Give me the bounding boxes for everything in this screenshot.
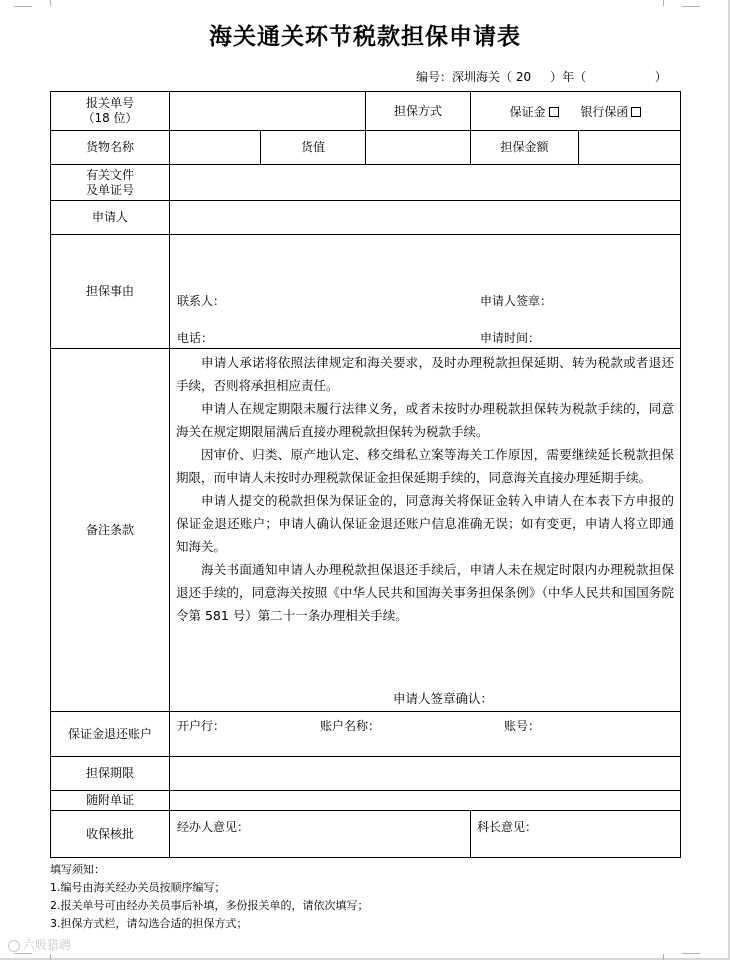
documents-label-line1: 有关文件 xyxy=(85,167,134,182)
crop-mark xyxy=(32,954,51,960)
crop-mark xyxy=(663,954,682,960)
refund-account-field[interactable] xyxy=(170,712,681,757)
handler-opinion-label: 经办人意见： xyxy=(177,820,250,834)
crop-mark xyxy=(32,0,51,6)
crop-mark xyxy=(14,953,32,954)
row-reason xyxy=(51,235,681,349)
apply-time-label: 申请时间： xyxy=(480,331,541,345)
handler-opinion-field[interactable] xyxy=(170,811,471,858)
form-title: 海关通关环节税款担保申请表 xyxy=(209,24,521,50)
row-applicant xyxy=(51,201,681,235)
account-name-label: 账户名称： xyxy=(320,719,381,733)
signature-label: 申请人签章： xyxy=(480,294,553,308)
deposit-option-label: 保证金 xyxy=(509,104,546,119)
remarks-content xyxy=(170,349,681,712)
refund-account-label: 保证金退还账户 xyxy=(51,712,170,757)
remarks-paragraph: 海关书面通知申请人办理税款担保退还手续后，申请人未在规定时限内办理税款担保退还手续的，同意海关按照《中华人民共和国海关事务担保条例》（中华人民共和国国务院令第 581 号）第二十一条办理相关手续。 xyxy=(176,562,674,623)
chief-opinion-label: 科长意见： xyxy=(477,820,538,834)
watermark-logo-icon xyxy=(8,940,20,952)
account-no-label: 账号： xyxy=(504,719,541,733)
attached-docs-field[interactable] xyxy=(170,791,681,811)
chief-opinion-field[interactable] xyxy=(471,811,681,858)
guarantee-amount-field[interactable] xyxy=(579,131,681,165)
crop-mark xyxy=(14,6,32,7)
declaration-no-digits: （18 位） xyxy=(82,111,138,125)
applicant-label: 申请人 xyxy=(51,201,170,235)
instructions-heading: 填写须知： xyxy=(50,863,105,876)
remarks-label: 备注条款 xyxy=(51,349,170,712)
applicant-field[interactable] xyxy=(170,201,681,235)
remarks-paragraph: 申请人承诺将依照法律规定和海关要求，及时办理税款担保延期、转为税款或者退还手续，否则将承担相应责任。 xyxy=(176,355,674,393)
guarantee-method-options xyxy=(471,92,681,131)
guarantee-method-label: 担保方式 xyxy=(366,92,471,131)
goods-name-label: 货物名称 xyxy=(51,131,170,165)
crop-mark xyxy=(663,0,682,6)
documents-label-line2: 及单证号 xyxy=(85,182,134,197)
attached-docs-label: 随附单证 xyxy=(51,791,170,811)
declaration-no-text: 报关单号 xyxy=(85,96,134,110)
bank-guarantee-checkbox[interactable] xyxy=(631,107,641,117)
reason-label: 担保事由 xyxy=(51,235,170,349)
deposit-checkbox[interactable] xyxy=(549,107,559,117)
declaration-no-field[interactable] xyxy=(170,92,366,131)
remarks-paragraph: 因审价、归类、原产地认定、移交缉私立案等海关工作原因，需要继续延长税款担保期限，而申请人未按时办理税款保证金担保延期手续的，同意海关直接办理延期手续。 xyxy=(176,447,674,485)
documents-label xyxy=(51,165,170,201)
goods-value-field[interactable] xyxy=(366,131,471,165)
period-label: 担保期限 xyxy=(51,757,170,791)
row-declaration xyxy=(51,92,681,131)
row-attached xyxy=(51,791,681,811)
documents-field[interactable] xyxy=(170,165,681,201)
row-documents xyxy=(51,165,681,201)
crop-mark xyxy=(682,953,700,954)
row-refund-account xyxy=(51,712,681,757)
goods-name-field[interactable] xyxy=(170,131,261,165)
guarantee-amount-label: 担保金额 xyxy=(471,131,579,165)
approval-label: 收保核批 xyxy=(51,811,170,858)
bank-label: 开户行： xyxy=(177,719,226,733)
instruction-item: 3.担保方式栏，请勾选合适的担保方式； xyxy=(50,917,248,930)
remarks-paragraph: 申请人提交的税款担保为保证金的，同意海关将保证金转入申请人在本表下方申报的保证金退还账户；申请人确认保证金退还账户信息准确无误；如有变更，申请人将立即通知海关。 xyxy=(176,493,674,554)
remarks-paragraphs xyxy=(170,349,680,627)
crop-mark xyxy=(682,6,700,7)
applicant-confirm-label: 申请人签章确认： xyxy=(393,691,494,706)
guarantee-form-table xyxy=(50,91,681,858)
row-approval xyxy=(51,811,681,858)
row-goods xyxy=(51,131,681,165)
watermark-text: 六吸猎聘 xyxy=(23,938,72,952)
period-field[interactable] xyxy=(170,757,681,791)
instruction-item: 1.编号由海关经办关员按顺序编写； xyxy=(50,881,226,894)
contact-label: 联系人： xyxy=(177,294,226,308)
row-period xyxy=(51,757,681,791)
goods-value-label: 货值 xyxy=(261,131,366,165)
phone-label: 电话： xyxy=(177,331,214,345)
reason-field[interactable] xyxy=(170,235,681,349)
row-remarks xyxy=(51,349,681,712)
instruction-item: 2.报关单号可由经办关员事后补填，多份报关单的，请依次填写； xyxy=(50,899,369,912)
remarks-paragraph: 申请人在规定期限未履行法律义务，或者未按时办理税款担保转为税款手续的，同意海关在规定期限届满后直接办理税款担保转为税款手续。 xyxy=(176,401,674,439)
serial-number-line: 编号：深圳海关（ 20 ）年（ ） xyxy=(416,70,667,84)
watermark xyxy=(8,936,71,953)
instructions xyxy=(50,861,369,933)
bank-guarantee-option-label: 银行保函 xyxy=(580,104,629,119)
declaration-no-label xyxy=(51,92,170,131)
